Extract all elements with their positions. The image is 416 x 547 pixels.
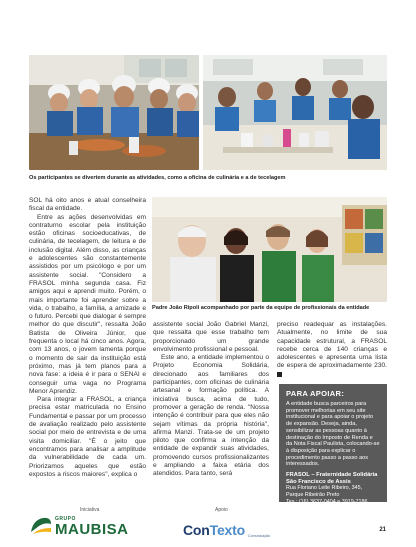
sidebar-site[interactable]: www.frasol.org.br xyxy=(286,505,328,512)
col1-paragraph-2: Entre as ações desenvolvidas em contraturno escolar pela instituição estão oficinas socioeducativas, de culinária, de tecelagem, de leitura e de inclusão digital. Além disso, as crianças e adolescentes são constantemente assistidos por um psicólogo e por um assistente social. "Considero a FRASOL minha segunda casa. Fiz amigos aqui e aprendi muito. Porém, o mais importante foi aprender sobre a vida, o trabalho, a família, a amizade e o futuro. Percebi que dialogar é sempre melhor do que discutir", ressalta João Batista de Oliveira Júnior, que frequenta o local há cinco anos. Agora, com 13 anos, o jovem lamenta porque o momento de sair da instituição está próximo, mas já tem planos para a nova fase: a ideia é ir para o SENAI e conseguir uma vaga no Programa Menor Aprendiz. xyxy=(29,213,146,395)
page-number: 21 xyxy=(379,527,386,533)
middle-photo-caption: Padre João Ripoli acompanhado por parte da equipe de profissionais da entidade xyxy=(152,305,370,311)
top-photo-caption: Os participantes se divertem durante as atividades, como a oficina de culinária e a de tecelagem xyxy=(29,175,286,181)
col2-paragraph-2: Este ano, a entidade implementou o Projeto Economia Solidária, direcionado aos familiares dos participantes, com oficinas de culinária artesanal e formação política. A iniciativa busca, acima de tudo, promover a geração de renda. "Nossa intenção é contribuir para que eles não sejam vítimas da própria história", afirma Manzi. Trata-se de um projeto piloto que confirma a intenção da entidade de expandir suas atividades, promovendo cursos profissionalizantes e ampliando a faixa etária dos atendidos. Para tanto, será xyxy=(153,354,269,478)
contexto-logo-part-b: Texto xyxy=(209,522,245,538)
sidebar-phone: Tes.: (16) 3637-0404 e 3919-7186 xyxy=(286,498,368,505)
sidebar-text: A entidade busca parceiros para promover melhorias em seu site institucional e para apoiar o projeto de expansão. Deseja, ainda, sensibilizar as pessoas quanto à destinação do Imposto de Renda e da Nota Fiscal Paulista, colocando-se à disposição para explicar o procedimento passo a passo aos interessados. xyxy=(286,401,380,468)
photo-weaving-workshop xyxy=(203,55,387,170)
iniciativa-label: Iniciativa xyxy=(80,507,100,513)
sidebar-title: PARA APOIAR: xyxy=(286,389,345,398)
support-sidebar xyxy=(279,384,387,518)
article-column-1 xyxy=(29,197,146,479)
contexto-subtitle: Comunicação xyxy=(248,534,270,538)
col1-paragraph-3: Para integrar a FRASOL, a criança precisa estar matriculada no Ensino Fundamental e passar por um processo de avaliação realizado pelo assistente social por meio de entrevista e de uma visita domiciliar. "É o jeito que encontramos para analisar a amplitude da vulnerabilidade de cada um. Priorizamos aqueles que estão expostos a riscos maiores", explica o xyxy=(29,396,146,478)
end-mark-icon xyxy=(277,372,282,377)
sidebar-org-name: FRASOL – Fraternidade Solidária São Francisco de Assis xyxy=(286,472,378,485)
contexto-logo-part-a: Con xyxy=(183,522,210,538)
apoio-label: Apoio xyxy=(215,507,228,513)
photo-cooking-workshop xyxy=(29,55,199,170)
sidebar-address: Rua Floriano Leite Ribeiro, 345, xyxy=(286,485,363,492)
maubisa-logo-icon xyxy=(29,514,53,536)
article-column-2 xyxy=(153,321,269,479)
col3-paragraph-1: preciso readequar as instalações. Atualmente, no limite de sua capacidade estrutural, a FRASOL recebe cerca de 140 crianças e adolescentes e apresenta uma lista de espera de aproximadamente 230. xyxy=(277,321,387,370)
col2-paragraph-1: assistente social João Gabriel Manzi, que ressalta que esse trabalho tem proporcionado um grande envolvimento profissional e pessoal. xyxy=(153,321,269,353)
article-column-3 xyxy=(277,321,387,379)
maubisa-grupo-text: GRUPO xyxy=(55,516,76,522)
sidebar-email[interactable]: E-mail: frasol@ig.com.br xyxy=(286,511,346,518)
contexto-logo-text xyxy=(183,523,245,537)
col1-paragraph-1: SOL há oito anos e atual conselheira fiscal da entidade. xyxy=(29,197,146,213)
sidebar-district: Parque Ribeirão Preto xyxy=(286,492,340,499)
photo-staff-group xyxy=(152,197,387,302)
maubisa-logo-text: MAUBISA xyxy=(55,521,129,538)
